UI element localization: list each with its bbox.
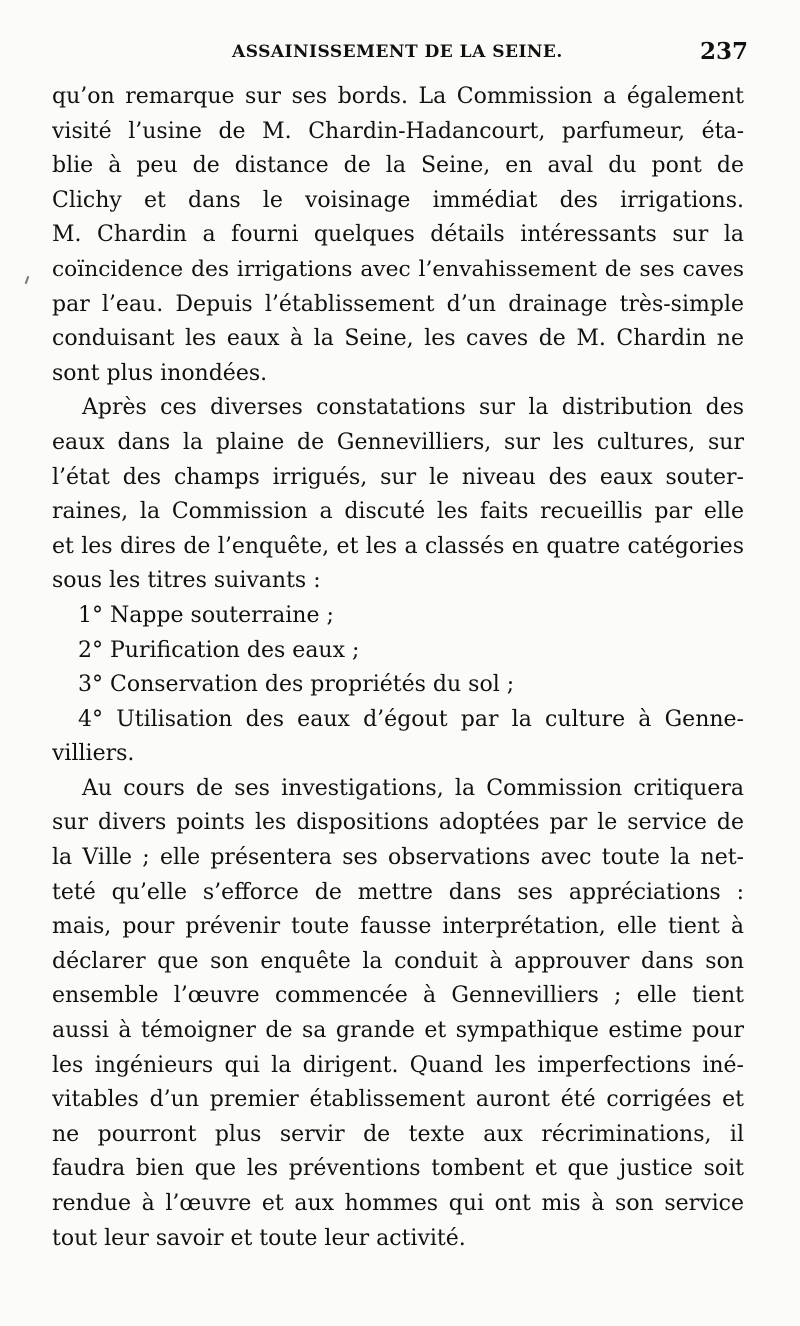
text-line: et les dires de l’enquête, et les a classés en quatre catégories — [52, 533, 744, 559]
list-item: 1° Nappe souterraine ; — [78, 602, 334, 628]
text-line: raines, la Commission a discuté les faits recueillis par elle — [52, 499, 744, 525]
text-line: déclarer que son enquête la conduit à approuver dans son — [52, 948, 744, 974]
page-number: 237 — [700, 38, 749, 65]
text-line: rendue à l’œuvre et aux hommes qui ont mis à son service — [52, 1191, 744, 1216]
text-line: visité l’usine de M. Chardin-Hadancourt, parfumeur, éta- — [52, 118, 744, 144]
text-line: Après ces diverses constatations sur la distribution des — [82, 395, 744, 421]
list-item: 4° Utilisation des eaux d’égout par la culture à Genne- — [78, 706, 744, 732]
running-head — [0, 38, 800, 68]
text-line: sont plus inondées. — [52, 360, 268, 386]
list-item: 2° Purification des eaux ; — [78, 637, 360, 663]
text-line: l’état des champs irrigués, sur le niveau des eaux souter- — [52, 464, 744, 490]
running-title: ASSAINISSEMENT DE LA SEINE. — [232, 42, 563, 62]
text-line: la Ville ; elle présentera ses observations avec toute la net- — [52, 845, 744, 871]
text-line: conduisant les eaux à la Seine, les caves de M. Chardin ne — [52, 326, 744, 352]
text-line: faudra bien que les préventions tombent et que justice soit — [52, 1156, 744, 1182]
text-line: sur divers points les dispositions adoptées par le service de — [52, 810, 744, 836]
text-line: villiers. — [52, 741, 135, 767]
text-line: ne pourront plus servir de texte aux récriminations, il — [52, 1121, 744, 1147]
text-line: blie à peu de distance de la Seine, en aval du pont de — [52, 153, 744, 179]
text-line: ensemble l’œuvre commencée à Gennevilliers ; elle tient — [52, 983, 744, 1009]
margin-mark — [25, 276, 30, 284]
text-line: qu’on remarque sur ses bords. La Commission a également — [52, 84, 744, 109]
text-line: teté qu’elle s’efforce de mettre dans ses appréciations : — [52, 879, 744, 905]
text-line: M. Chardin a fourni quelques détails intéressants sur la — [52, 222, 744, 248]
text-line: par l’eau. Depuis l’établissement d’un drainage très-simple — [52, 291, 744, 317]
text-line: Clichy et dans le voisinage immédiat des irrigations. — [52, 187, 744, 213]
text-line: sous les titres suivants : — [52, 568, 321, 594]
text-line: vitables d’un premier établissement auront été corrigées et — [52, 1087, 744, 1113]
text-line: les ingénieurs qui la dirigent. Quand les imperfections iné- — [52, 1052, 744, 1078]
list-item: 3° Conservation des propriétés du sol ; — [78, 672, 515, 698]
text-line: tout leur savoir et toute leur activité. — [52, 1225, 466, 1251]
text-line: coïncidence des irrigations avec l’envahissement de ses caves — [52, 256, 744, 282]
text-line: Au cours de ses investigations, la Commission critiquera — [82, 775, 744, 801]
text-line: aussi à témoigner de sa grande et sympathique estime pour — [52, 1018, 744, 1044]
text-line: mais, pour prévenir toute fausse interprétation, elle tient à — [52, 914, 744, 940]
body-text — [52, 80, 744, 1256]
text-line: eaux dans la plaine de Gennevilliers, sur les cultures, sur — [52, 429, 744, 455]
